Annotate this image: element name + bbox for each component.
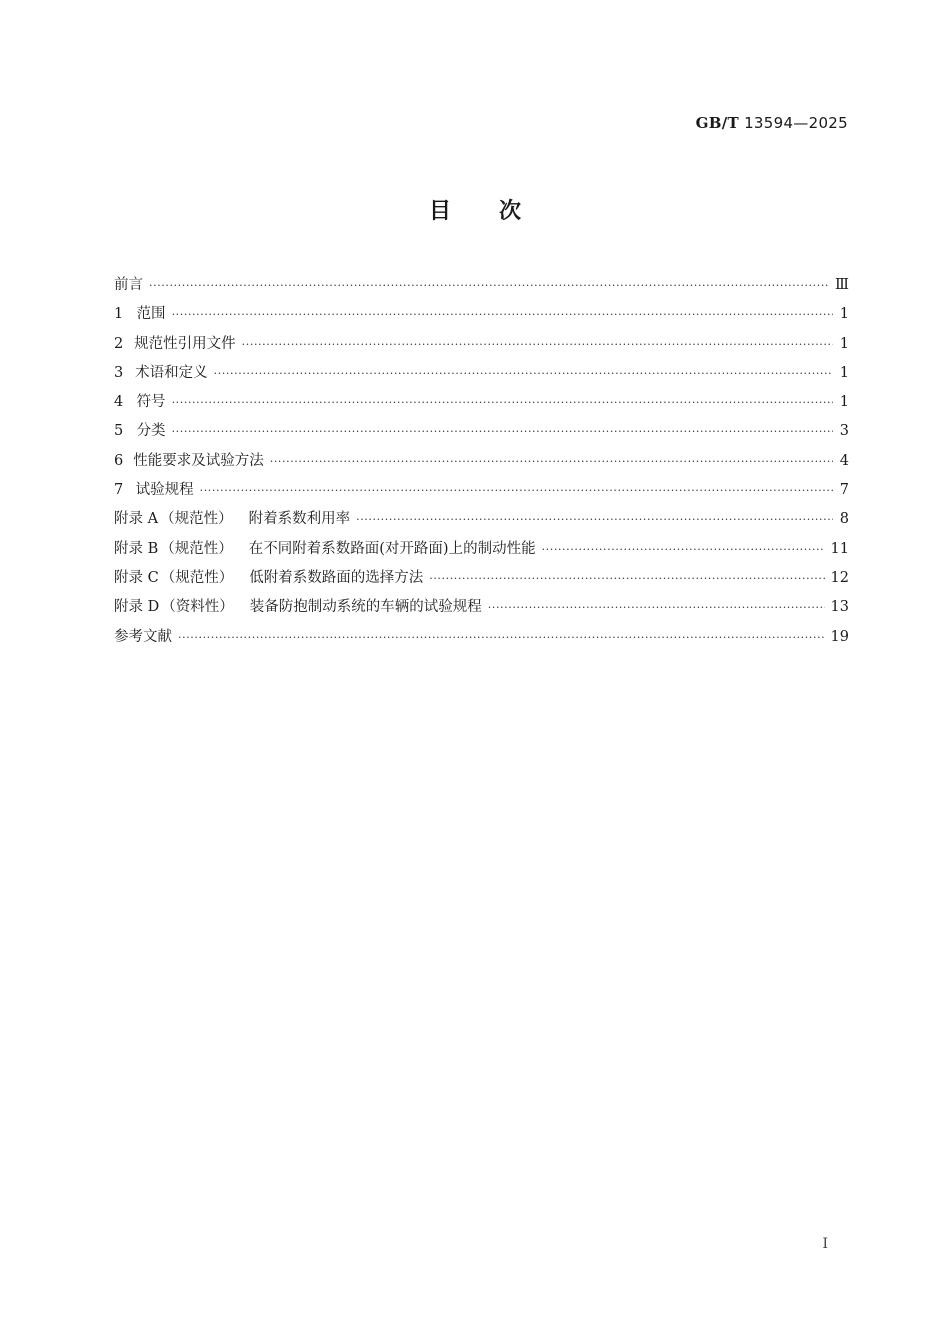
leader-dots: [214, 359, 833, 388]
table-of-contents: [114, 271, 849, 652]
toc-entry-1[interactable]: [114, 300, 849, 329]
toc-entry-page: 1: [839, 394, 849, 411]
toc-entry-page: 11: [830, 540, 849, 557]
toc-appendix-a[interactable]: [114, 505, 849, 534]
toc-entry-page: 4: [839, 452, 849, 469]
toc-entry-page: 7: [839, 482, 849, 499]
appendix-type: （规范性）: [160, 569, 234, 586]
toc-entry-number: 6: [114, 452, 124, 469]
toc-entry-number: 4: [114, 394, 124, 411]
appendix-type: （规范性）: [160, 511, 233, 528]
appendix-label: [114, 505, 356, 534]
appendix-title: 在不同附着系数路面(对开路面)上的制动性能: [248, 540, 536, 557]
toc-entry-label: 前言: [114, 277, 143, 293]
appendix-title: 装备防抱制动系统的车辆的试验规程: [249, 599, 482, 616]
standard-code: 13594—2025: [744, 114, 848, 132]
toc-entry-number: 1: [114, 306, 124, 323]
toc-entry-page: 12: [830, 569, 849, 586]
toc-entry-page: 1: [839, 335, 849, 352]
appendix-title: 附着系数利用率: [248, 511, 351, 528]
leader-dots: [356, 505, 833, 534]
toc-entry-label: 性能要求及试验方法: [133, 452, 264, 469]
toc-entry-page: Ⅲ: [835, 277, 849, 293]
appendix-type: （资料性）: [161, 599, 234, 616]
toc-entry-7[interactable]: [114, 476, 849, 505]
toc-entry-page: 19: [830, 628, 849, 645]
standard-number: [696, 114, 848, 132]
toc-entry-label: 范围: [136, 306, 166, 323]
toc-entry-label: 试验规程: [135, 482, 194, 499]
leader-dots: [178, 623, 825, 652]
leader-dots: [172, 300, 833, 329]
toc-entry-label: 参考文献: [114, 628, 172, 645]
appendix-label: [114, 593, 488, 622]
leader-dots: [488, 593, 825, 622]
toc-entry-page: 1: [839, 364, 849, 381]
toc-entry-references[interactable]: [114, 623, 849, 652]
appendix-prefix: 附录 C: [114, 569, 159, 586]
toc-entry-number: 2: [114, 335, 124, 352]
toc-entry-page: 13: [830, 599, 849, 616]
toc-entry-3[interactable]: [114, 359, 849, 388]
leader-dots: [270, 447, 833, 476]
toc-entry-2[interactable]: [114, 330, 849, 359]
leader-dots: [172, 388, 833, 417]
standard-prefix: GB/T: [695, 114, 740, 132]
leader-dots: [242, 330, 833, 359]
toc-entry-label: 规范性引用文件: [134, 335, 236, 352]
appendix-type: （规范性）: [160, 540, 233, 557]
appendix-prefix: 附录 D: [114, 599, 160, 616]
leader-dots: [200, 476, 833, 505]
toc-entry-number: 3: [114, 364, 124, 381]
toc-entry-5[interactable]: [114, 417, 849, 446]
leader-dots: [172, 417, 833, 446]
title-char-2: 次: [499, 199, 522, 224]
appendix-title: 低附着系数路面的选择方法: [249, 569, 424, 586]
toc-entry-label: 分类: [136, 423, 166, 440]
appendix-prefix: 附录 A: [114, 511, 159, 528]
toc-appendix-c[interactable]: [114, 564, 849, 593]
title-char-1: 目: [428, 199, 451, 224]
toc-entry-page: 3: [839, 423, 849, 440]
page-number: Ⅰ: [822, 1236, 828, 1252]
toc-appendix-b[interactable]: [114, 535, 849, 564]
toc-entry-label: 符号: [136, 394, 166, 411]
toc-appendix-d[interactable]: [114, 593, 849, 622]
appendix-label: [114, 535, 542, 564]
toc-entry-number: 5: [114, 423, 124, 440]
toc-entry-page: 8: [839, 511, 849, 528]
toc-entry-label: 术语和定义: [135, 364, 208, 381]
toc-entry-4[interactable]: [114, 388, 849, 417]
toc-entry-number: 7: [114, 482, 124, 499]
toc-entry-foreword[interactable]: [114, 271, 849, 300]
leader-dots: [149, 271, 829, 300]
toc-entry-page: 1: [839, 306, 849, 323]
leader-dots: [542, 535, 825, 564]
leader-dots: [429, 564, 824, 593]
toc-entry-6[interactable]: [114, 447, 849, 476]
appendix-prefix: 附录 B: [114, 540, 159, 557]
page-title: [0, 194, 950, 225]
appendix-label: [114, 564, 429, 593]
